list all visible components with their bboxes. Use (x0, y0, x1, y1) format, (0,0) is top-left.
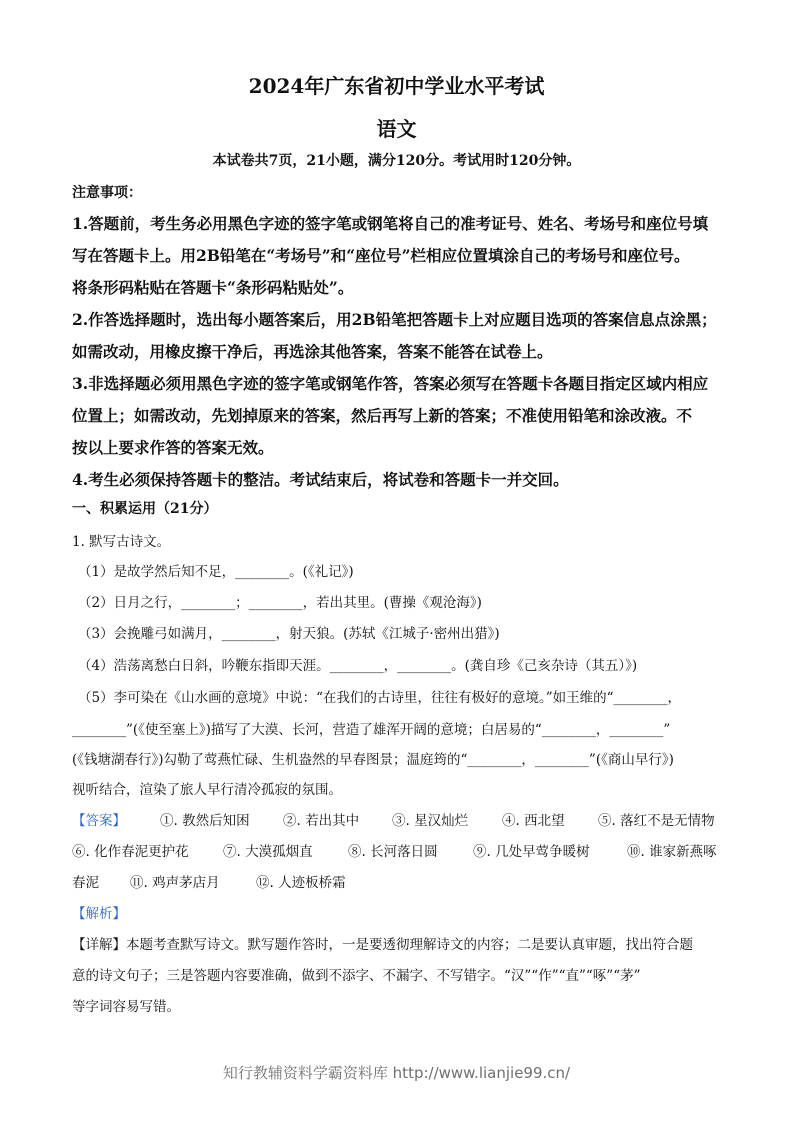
notice-line: 如需改动，用橡皮擦干净后，再选涂其他答案，答案不能答在试卷上。 (72, 342, 553, 361)
footer-watermark: 知行教辅资料学霸资料库 http://www.lianjie99.cn/ (222, 1064, 571, 1082)
answer-item: ⑤. 落红不是无情物 (598, 813, 715, 829)
notice-line: 按以上要求作答的答案无效。 (72, 438, 274, 457)
question-item: （4）浩荡离愁白日斜，吟鞭东指即天涯。________，________。(龚自珍《己亥杂诗（其五）》) (78, 658, 638, 674)
answer-item: ⑩. 谁家新燕啄 (627, 844, 717, 860)
notice-line: 位置上；如需改动，先划掉原来的答案，然后再写上新的答案；不准使用铅笔和涂改液。不 (72, 406, 693, 425)
answer-item: ①. 教然后知困 (160, 813, 250, 829)
answer-item: ②. 若出其中 (283, 813, 360, 829)
answer-item: ③. 星汉灿烂 (392, 813, 469, 829)
analysis-label: 【解析】 (72, 906, 126, 922)
answer-item: ⑫. 人迹板桥霜 (256, 875, 346, 891)
analysis-line: 【详解】本题考查默写诗文。默写题作答时，一是要透彻理解诗文的内容；二是要认真审题，找出符合题 (72, 937, 693, 953)
notice-line: 写在答题卡上。用2B铅笔在“考场号”和“座位号”栏相应位置填涂自己的考场号和座位号。 (72, 246, 690, 265)
notice-line: 3.非选择题必须用黑色字迹的签字笔或钢笔作答，答案必须写在答题卡各题目指定区域内相应 (72, 374, 709, 393)
question-item: （3）会挽雕弓如满月，________，射天狼。(苏轼《江城子·密州出猎》) (78, 626, 500, 642)
answer-item: 春泥 (72, 875, 99, 891)
notice-line: 将条形码粘贴在答题卡“条形码粘贴处”。 (72, 278, 354, 297)
answer-item: ⑧. 长河落日圆 (348, 844, 438, 860)
subject-title: 语文 (376, 117, 417, 141)
answer-item: ⑨. 几处早莺争暖树 (473, 844, 590, 860)
notice-line: 1.答题前，考生务必用黑色字迹的签字笔或钢笔将自己的准考证号、姓名、考场号和座位号填 (72, 214, 709, 233)
notice-line: 4.考生必须保持答题卡的整洁。考试结束后，将试卷和答题卡一并交回。 (72, 470, 569, 489)
answer-item: ⑪. 鸡声茅店月 (130, 875, 220, 891)
notice-line: 2.作答选择题时，选出每小题答案后，用2B铅笔把答题卡上对应题目选项的答案信息点涂黑； (72, 310, 717, 329)
question-item: ________”(《使至塞上》)描写了大漠、长河，营造了雄浑开阔的意境；白居易的“________，________” (72, 722, 671, 738)
exam-info: 本试卷共7页，21小题，满分120分。考试用时120分钟。 (212, 153, 581, 169)
section-heading: 一、积累运用（21分） (72, 501, 218, 517)
answer-item: ⑥. 化作春泥更护花 (72, 844, 189, 860)
answer-item: ⑦. 大漠孤烟直 (223, 844, 313, 860)
question-item: （5）李可染在《山水画的意境》中说：“在我们的古诗里，往往有极好的意境。”如王维的“________， (78, 690, 682, 706)
answer-label: 【答案】 (72, 813, 126, 829)
question-item: 视听结合，渲染了旅人早行清冷孤寂的氛围。 (72, 782, 342, 798)
exam-title: 2024年广东省初中学业水平考试 (248, 74, 545, 98)
question-1: 1. 默写古诗文。 (72, 534, 171, 550)
question-item: (《钱塘湖春行》)勾勒了莺燕忙碌、生机盎然的早春图景；温庭筠的“________，________”(《商山早行》) (72, 752, 674, 768)
notice-heading: 注意事项： (72, 185, 142, 201)
question-item: （1）是故学然后知不足，________。(《礼记》) (78, 564, 354, 580)
question-item: （2）日月之行，________；________，若出其里。(曹操《观沧海》) (78, 595, 482, 611)
analysis-line: 等字词容易写错。 (72, 999, 180, 1015)
answer-item: ④. 西北望 (502, 813, 565, 829)
analysis-line: 意的诗文句子；三是答题内容要准确，做到不添字、不漏字、不写错字。“汉”“作”“直”“啄”“茅” (72, 968, 641, 984)
